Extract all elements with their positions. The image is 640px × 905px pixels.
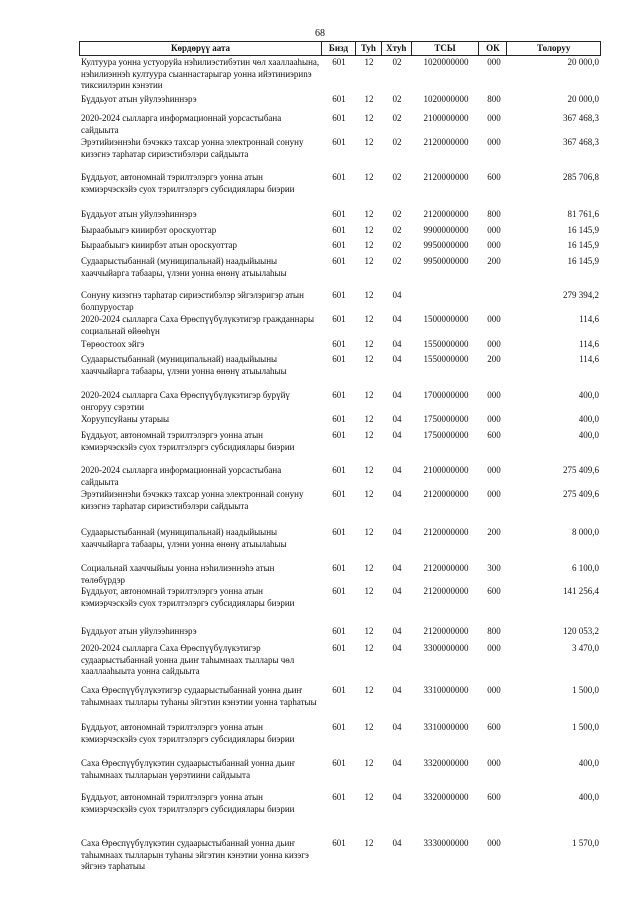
row-tsy: 3320000000 xyxy=(423,758,469,768)
row-tuh: 12 xyxy=(364,489,374,499)
row-value: 114,6 xyxy=(579,314,599,324)
row-name: Саха Өрөспүүбүлүкэтигэр судаарыстыбаннай уонна дьиҥ таһымнаах тыллары туhаны эйгэтин кэнэтии уонна тарhатыы xyxy=(81,685,317,707)
row-tuh: 12 xyxy=(364,240,374,250)
row-value: 275 409,6 xyxy=(563,489,599,499)
table-row xyxy=(79,527,601,550)
table-row xyxy=(79,758,601,781)
row-tsy: 2100000000 xyxy=(423,465,469,475)
table-row xyxy=(79,240,601,252)
row-tsy: 9950000000 xyxy=(423,240,469,250)
row-name: Бүддьуот, автономнай тэрилтэлэргэ уонна атын кэмиэрчэскэйэ суох тэрилтэлэргэ субсидиялары биэрии xyxy=(81,722,295,744)
row-ok: 000 xyxy=(487,339,501,349)
row-tsy: 2120000000 xyxy=(423,626,469,636)
row-name: Бүддьуот атын уйулээhиннэрэ xyxy=(81,209,197,219)
row-tuh: 12 xyxy=(364,57,374,67)
row-name: 2020-2024 сылларга Саха Өрөспүүбүлүкэтигэр бурүйү онгоруу сэрэтии xyxy=(81,390,290,412)
row-tsy: 2120000000 xyxy=(423,209,469,219)
table-row xyxy=(79,113,601,136)
row-htuh: 02 xyxy=(392,113,402,123)
row-htuh: 04 xyxy=(392,685,402,695)
row-htuh: 04 xyxy=(392,527,402,537)
row-value: 8 000,0 xyxy=(572,527,599,537)
row-ok: 200 xyxy=(487,256,501,266)
table-row xyxy=(79,643,601,678)
row-bizd: 601 xyxy=(332,314,346,324)
row-htuh: 04 xyxy=(392,563,402,573)
row-htuh: 04 xyxy=(392,758,402,768)
row-ok xyxy=(480,290,508,313)
row-value: 120 053,2 xyxy=(563,626,599,636)
row-tuh: 12 xyxy=(364,290,374,300)
row-tuh: 12 xyxy=(364,792,374,802)
table-row xyxy=(79,414,601,426)
row-name: Эрэтийиэннэhи бэчэккэ тахсар уонна электроннай сонуну кизэгнэ тарhатар сириэстибэлэри сайдыыта xyxy=(81,137,304,159)
table-row xyxy=(79,838,601,873)
row-value: 20 000,0 xyxy=(567,57,599,67)
row-htuh: 04 xyxy=(392,430,402,440)
row-ok: 800 xyxy=(487,626,501,636)
row-tsy: 1750000000 xyxy=(423,414,469,424)
row-value: 400,0 xyxy=(578,390,599,400)
table-row xyxy=(79,137,601,160)
row-name: Төрөостоох эйгэ xyxy=(81,339,145,349)
table-row xyxy=(79,390,601,413)
row-ok: 000 xyxy=(487,137,501,147)
row-bizd: 601 xyxy=(332,792,346,802)
row-htuh: 04 xyxy=(392,465,402,475)
row-tuh: 12 xyxy=(364,465,374,475)
row-bizd: 601 xyxy=(332,838,346,848)
row-bizd: 601 xyxy=(332,339,346,349)
row-tuh: 12 xyxy=(364,390,374,400)
header-toloruu: Толоруу xyxy=(536,43,571,53)
table-row xyxy=(79,489,601,512)
row-name: Хоруупсуйаны утарыы xyxy=(81,414,170,424)
row-tuh: 12 xyxy=(364,626,374,636)
row-value: 1 500,0 xyxy=(572,685,599,695)
row-tsy: 1550000000 xyxy=(423,339,469,349)
row-name: Быраабыыгэ кииирбэт ороскуоттар xyxy=(81,225,217,235)
table-row xyxy=(79,430,601,453)
row-tsy: 2120000000 xyxy=(423,563,469,573)
table-row xyxy=(79,563,601,586)
row-tuh: 12 xyxy=(364,643,374,653)
row-tuh: 12 xyxy=(364,430,374,440)
row-tuh: 12 xyxy=(364,586,374,596)
row-value: 1 570,0 xyxy=(572,838,599,848)
row-tsy: 2120000000 xyxy=(423,137,469,147)
row-name: Саха Өрөспүүбүлүкэтин судаарыстыбаннай уонна дьиҥ таһымнаах тылларын туhаны эйгэтин кэнэтии уонна кизэгэ эйгэнэ тарhатыы xyxy=(81,838,309,872)
row-htuh: 04 xyxy=(392,354,402,364)
row-htuh: 02 xyxy=(392,240,402,250)
row-htuh: 02 xyxy=(392,209,402,219)
row-htuh: 04 xyxy=(392,643,402,653)
row-ok: 600 xyxy=(487,722,501,732)
row-tsy: 1020000000 xyxy=(423,94,469,104)
row-bizd: 601 xyxy=(332,586,346,596)
row-ok: 000 xyxy=(487,758,501,768)
row-bizd: 601 xyxy=(332,256,346,266)
row-name: Бүддьуот атын уйулээhиннэрэ xyxy=(81,94,197,104)
row-tsy: 3310000000 xyxy=(423,685,469,695)
row-ok: 600 xyxy=(487,586,501,596)
row-bizd: 601 xyxy=(332,758,346,768)
row-bizd: 601 xyxy=(332,94,346,104)
row-tuh: 12 xyxy=(364,256,374,266)
row-value: 367 468,3 xyxy=(563,113,599,123)
row-bizd: 601 xyxy=(332,489,346,499)
row-value: 275 409,6 xyxy=(563,465,599,475)
row-value: 400,0 xyxy=(578,430,599,440)
row-bizd: 601 xyxy=(332,685,346,695)
row-ok: 000 xyxy=(487,685,501,695)
row-tsy: 1750000000 xyxy=(423,430,469,440)
row-htuh: 04 xyxy=(392,586,402,596)
row-tuh: 12 xyxy=(364,113,374,123)
row-tsy: 3330000000 xyxy=(423,838,469,848)
table-header xyxy=(79,41,601,56)
row-tsy: 3320000000 xyxy=(423,792,469,802)
row-tuh: 12 xyxy=(364,685,374,695)
row-tsy: 9900000000 xyxy=(423,225,469,235)
row-name: 2020-2024 сылларга Саха Өрөспүүбүлүкэтигэр гражданнары социальнай өйөөhүн xyxy=(81,314,315,336)
row-name: Бүддьуот, автономнай тэрилтэлэргэ уонна атын кэмиэрчэскэйэ суох тэрилтэлэргэ субсидиялары биэрии xyxy=(81,586,295,608)
header-name: Көрдөрүү аата xyxy=(80,42,322,55)
row-ok: 800 xyxy=(487,209,501,219)
header-ok: ОК xyxy=(479,42,507,55)
row-tuh: 12 xyxy=(364,722,374,732)
row-value: 400,0 xyxy=(578,414,599,424)
row-name: 2020-2024 сылларга информационнай уорсастыбана сайдыыта xyxy=(81,465,282,487)
row-value: 3 470,0 xyxy=(572,643,599,653)
row-tsy: 2120000000 xyxy=(423,586,469,596)
row-htuh: 04 xyxy=(392,414,402,424)
header-htuh: Хтуh xyxy=(382,42,412,55)
row-tsy: 1500000000 xyxy=(423,314,469,324)
row-bizd: 601 xyxy=(332,465,346,475)
table-row xyxy=(79,225,601,237)
row-value: 279 394,2 xyxy=(563,290,599,300)
row-ok: 200 xyxy=(487,527,501,537)
row-tsy: 9950000000 xyxy=(423,256,469,266)
row-tsy: 2100000000 xyxy=(423,113,469,123)
row-htuh: 04 xyxy=(392,838,402,848)
row-value: 285 706,8 xyxy=(563,172,599,182)
row-tuh: 12 xyxy=(364,758,374,768)
row-tsy: 3310000000 xyxy=(423,722,469,732)
budget-table xyxy=(79,41,601,872)
row-name: 2020-2024 сылларга Саха Өрөспүүбүлүкэтигэр судаарыстыбаннай уонна дьиҥ таһымнаах тыллары чөл хааллааhыыта уонна сайдыыта xyxy=(81,643,295,677)
row-name: Судаарыстыбаннай (муниципальнай) наадыйыыны хааччыйарга табаары, үлэни уонна өнөнү атыылаhыы xyxy=(81,354,287,376)
row-tsy: 2120000000 xyxy=(423,527,469,537)
row-htuh: 02 xyxy=(392,225,402,235)
row-bizd: 601 xyxy=(332,113,346,123)
row-bizd: 601 xyxy=(332,172,346,182)
row-bizd: 601 xyxy=(332,563,346,573)
row-ok: 000 xyxy=(487,113,501,123)
row-tsy xyxy=(412,290,480,313)
row-htuh: 02 xyxy=(392,172,402,182)
row-tsy: 1700000000 xyxy=(423,390,469,400)
table-row xyxy=(79,57,601,92)
row-bizd: 601 xyxy=(332,57,346,67)
table-row xyxy=(79,722,601,745)
row-htuh: 04 xyxy=(392,722,402,732)
row-ok: 000 xyxy=(487,465,501,475)
row-bizd: 601 xyxy=(332,414,346,424)
row-name: Судаарыстыбаннай (муниципальнай) наадыйыыны хааччыйарга табаары, үлэни уонна өнөнү атыылаhыы xyxy=(81,527,287,549)
row-tsy: 1550000000 xyxy=(423,354,469,364)
row-bizd: 601 xyxy=(332,240,346,250)
row-name: Быраабыыгэ кииирбэт атын ороскуоттар xyxy=(81,240,238,250)
row-bizd: 601 xyxy=(332,390,346,400)
row-bizd: 601 xyxy=(332,430,346,440)
row-ok: 600 xyxy=(487,172,501,182)
table-row xyxy=(79,209,601,221)
row-name: Сонуну кизэгнэ тарhатар сириэстибэлэр эйгэлэригэр атын болпуруостар xyxy=(81,290,304,312)
row-name: Бүддьуот, автономнай тэрилтэлэргэ уонна атын кэмиэрчэскэйэ суох тэрилтэлэргэ субсидиялары биэрии xyxy=(81,792,295,814)
page-number: 68 xyxy=(315,28,325,39)
table-row xyxy=(79,626,601,638)
row-name: Саха Өрөспүүбүлүкэтин судаарыстыбаннай уонна дьиҥ таһымнаах тылларыан үөрэтиини сайдыыта xyxy=(81,758,295,780)
row-tuh: 12 xyxy=(364,563,374,573)
row-htuh: 04 xyxy=(392,489,402,499)
table-row xyxy=(79,465,601,488)
table-row xyxy=(79,354,601,377)
row-tuh: 12 xyxy=(364,314,374,324)
row-bizd: 601 xyxy=(332,354,346,364)
row-value: 367 468,3 xyxy=(563,137,599,147)
row-ok: 000 xyxy=(487,225,501,235)
row-name: Судаарыстыбаннай (муниципальнай) наадыйыыны хааччыйарга табаары, үлэни уонна өнөнү атыылаhыы xyxy=(81,256,287,278)
row-ok: 000 xyxy=(487,390,501,400)
table-row xyxy=(79,586,601,609)
row-ok: 800 xyxy=(487,94,501,104)
row-tuh: 12 xyxy=(364,838,374,848)
table-row xyxy=(79,792,601,815)
row-tuh: 12 xyxy=(364,414,374,424)
row-htuh: 04 xyxy=(392,339,402,349)
row-tuh: 12 xyxy=(364,354,374,364)
row-bizd: 601 xyxy=(332,626,346,636)
row-ok: 300 xyxy=(487,563,501,573)
row-tuh: 12 xyxy=(364,94,374,104)
table-row xyxy=(79,339,601,351)
row-htuh: 02 xyxy=(392,256,402,266)
row-tuh: 12 xyxy=(364,137,374,147)
row-ok: 000 xyxy=(487,57,501,67)
row-value: 16 145,9 xyxy=(567,240,599,250)
row-name: Бүддьуот, автономнай тэрилтэлэргэ уонна атын кэмиэрчэскэйэ суох тэрилтэлэргэ субсидиялары биэрии xyxy=(81,172,295,194)
row-value: 400,0 xyxy=(578,792,599,802)
row-htuh: 04 xyxy=(392,290,402,300)
row-bizd: 601 xyxy=(332,137,346,147)
row-value: 6 100,0 xyxy=(572,563,599,573)
row-tsy: 2120000000 xyxy=(423,489,469,499)
row-htuh: 04 xyxy=(392,390,402,400)
row-ok: 600 xyxy=(487,430,501,440)
row-ok: 000 xyxy=(487,414,501,424)
row-name: Социальнай хааччыйыы уонна нэhилиэннэhэ атын төлөбүрдэр xyxy=(81,563,275,585)
row-htuh: 02 xyxy=(392,57,402,67)
row-ok: 600 xyxy=(487,792,501,802)
row-tuh: 12 xyxy=(364,339,374,349)
header-tuh: Туh xyxy=(356,42,382,55)
row-value: 114,6 xyxy=(579,339,599,349)
row-ok: 200 xyxy=(487,354,501,364)
row-value: 141 256,4 xyxy=(563,586,599,596)
table-row xyxy=(79,172,601,195)
row-value: 81 761,6 xyxy=(567,209,599,219)
header-bizd: Бизд xyxy=(322,42,356,55)
row-ok: 000 xyxy=(487,643,501,653)
row-htuh: 02 xyxy=(392,137,402,147)
row-tuh: 12 xyxy=(364,527,374,537)
row-bizd: 601 xyxy=(332,225,346,235)
row-value: 114,6 xyxy=(579,354,599,364)
row-tuh: 12 xyxy=(364,209,374,219)
row-name: 2020-2024 сылларга информационнай уорсастыбана сайдыыта xyxy=(81,113,282,135)
row-bizd: 601 xyxy=(332,722,346,732)
row-htuh: 04 xyxy=(392,314,402,324)
row-tsy: 2120000000 xyxy=(423,172,469,182)
row-name: Култуура уонна устуоруйа нэһилиэстибэтин чөл хааллааhына, нэһилиэннэh култуура сыаннастарыгар уонна ийэтиниэриnэ тиксиилэрин кэнэтии xyxy=(81,57,320,91)
row-tuh: 12 xyxy=(364,172,374,182)
row-bizd: 601 xyxy=(332,527,346,537)
row-ok: 000 xyxy=(487,314,501,324)
row-bizd: 601 xyxy=(332,290,346,300)
table-row xyxy=(79,314,601,337)
table-row xyxy=(79,290,601,313)
row-tsy: 3300000000 xyxy=(423,643,469,653)
row-name: Эрэтийиэннэhи бэчэккэ тахсар уонна электроннай сонуну кизэгнэ тарhатар сириэстибэлэри сайдыыта xyxy=(81,489,304,511)
row-name: Бүддьуот атын уйулээhиннэрэ xyxy=(81,626,197,636)
row-tuh: 12 xyxy=(364,225,374,235)
row-value: 16 145,9 xyxy=(567,256,599,266)
row-htuh: 04 xyxy=(392,792,402,802)
row-name: Бүддьуот, автономнай тэрилтэлэргэ уонна атын кэмиэрчэскэйэ суох тэрилтэлэргэ субсидиялары биэрии xyxy=(81,430,295,452)
table-row xyxy=(79,94,601,106)
table-row xyxy=(79,256,601,279)
row-bizd: 601 xyxy=(332,643,346,653)
row-htuh: 04 xyxy=(392,626,402,636)
row-value: 1 500,0 xyxy=(572,722,599,732)
header-tsy: ТСЫ xyxy=(412,42,480,55)
row-ok: 000 xyxy=(487,240,501,250)
table-row xyxy=(79,685,601,708)
row-bizd: 601 xyxy=(332,209,346,219)
row-value: 20 000,0 xyxy=(567,94,599,104)
row-ok: 000 xyxy=(487,489,501,499)
row-value: 16 145,9 xyxy=(567,225,599,235)
row-tsy: 1020000000 xyxy=(423,57,469,67)
row-htuh: 02 xyxy=(392,94,402,104)
row-ok: 000 xyxy=(487,838,501,848)
row-value: 400,0 xyxy=(578,758,599,768)
